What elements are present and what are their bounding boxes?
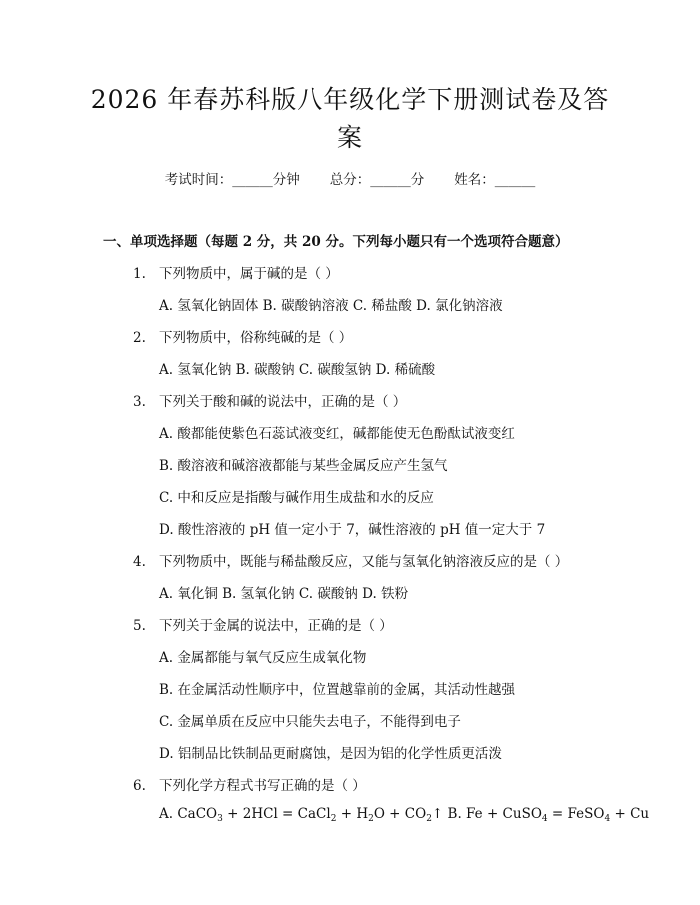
exam-name: 姓名：______ <box>454 172 536 188</box>
question-stem: 下列关于酸和碱的说法中，正确的是（ ） <box>159 394 407 410</box>
question-number: 4. <box>133 554 146 570</box>
question-3-option-a: A. 酸都能使紫色石蕊试液变红，碱都能使无色酚酞试液变红 <box>159 426 515 442</box>
page-title-line1: 2026 年春苏科版八年级化学下册测试卷及答 <box>90 85 610 114</box>
section-heading: 一、单项选择题（每题 2 分，共 20 分。下列每小题只有一个选项符合题意） <box>103 234 569 250</box>
question-1-options: A. 氢氧化钠固体 B. 碳酸钠溶液 C. 稀盐酸 D. 氯化钠溶液 <box>159 298 503 314</box>
question-5-option-d: D. 铝制品比铁制品更耐腐蚀，是因为铝的化学性质更活泼 <box>159 746 502 762</box>
question-5-option-c: C. 金属单质在反应中只能失去电子，不能得到电子 <box>159 714 461 730</box>
question-6-options <box>159 806 649 824</box>
question-5 <box>133 614 393 634</box>
question-4-options: A. 氧化铜 B. 氢氧化钠 C. 碳酸钠 D. 铁粉 <box>159 586 409 602</box>
question-3-option-b: B. 酸溶液和碱溶液都能与某些金属反应产生氢气 <box>159 458 448 474</box>
question-stem: 下列化学方程式书写正确的是（ ） <box>159 778 366 794</box>
exam-time: 考试时间：______分钟 <box>164 172 300 188</box>
question-4 <box>133 550 568 570</box>
question-5-option-a: A. 金属都能与氧气反应生成氧化物 <box>159 650 367 666</box>
page-title-line2: 案 <box>336 123 363 152</box>
question-3-option-d: D. 酸性溶液的 pH 值一定小于 7，碱性溶液的 pH 值一定大于 7 <box>159 522 546 538</box>
exam-score: 总分：______分 <box>329 172 425 188</box>
question-5-option-b: B. 在金属活动性顺序中，位置越靠前的金属，其活动性越强 <box>159 682 516 698</box>
equation-b: Fe + CuSO$_4$ = FeSO$_4$ + Cu <box>466 806 650 824</box>
question-1 <box>133 262 339 282</box>
option-a-label: A. <box>159 806 174 822</box>
question-stem: 下列物质中，俗称纯碱的是（ ） <box>159 330 353 346</box>
question-stem: 下列物质中，属于碱的是（ ） <box>159 266 339 282</box>
equation-a: CaCO$_3$ + 2HCl = CaCl$_2$ + $H_2O$ + $CO_2↑$ <box>177 806 444 824</box>
question-number: 3. <box>133 394 146 410</box>
question-2 <box>133 326 352 346</box>
question-stem: 下列物质中，既能与稀盐酸反应，又能与氢氧化钠溶液反应的是（ ） <box>159 554 569 570</box>
question-number: 5. <box>133 618 146 634</box>
question-3-option-c: C. 中和反应是指酸与碱作用生成盐和水的反应 <box>159 490 434 506</box>
question-2-options: A. 氢氧化钠 B. 碳酸钠 C. 碳酸氢钠 D. 稀硫酸 <box>159 362 436 378</box>
question-3 <box>133 390 406 410</box>
question-number: 6. <box>133 778 146 794</box>
exam-meta <box>0 168 700 188</box>
option-b-label: B. <box>447 806 462 822</box>
question-6 <box>133 774 366 794</box>
question-number: 1. <box>133 266 146 282</box>
question-stem: 下列关于金属的说法中，正确的是（ ） <box>159 618 393 634</box>
question-number: 2. <box>133 330 146 346</box>
